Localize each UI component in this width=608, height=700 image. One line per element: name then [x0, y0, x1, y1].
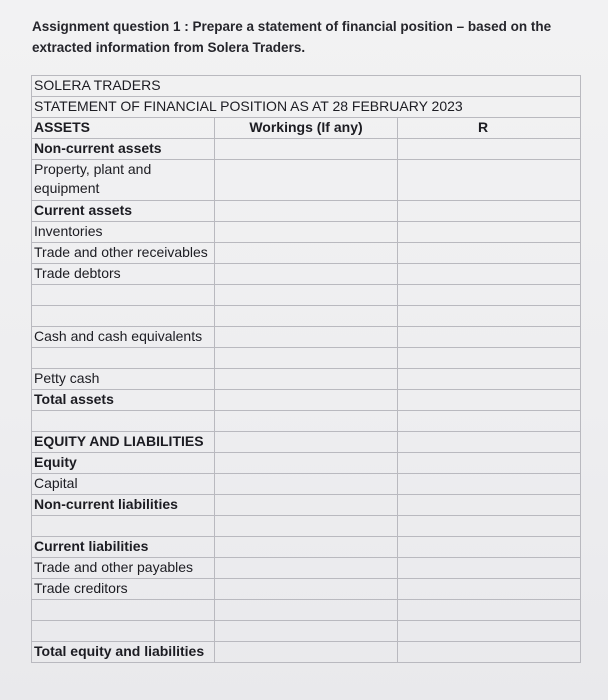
- table-row: [32, 432, 581, 453]
- workings-cell[interactable]: [215, 495, 398, 516]
- amount-cell[interactable]: [398, 621, 581, 642]
- blank-cell[interactable]: [32, 516, 215, 537]
- table-row: [32, 139, 581, 160]
- workings-cell[interactable]: [215, 264, 398, 285]
- table-row: [32, 453, 581, 474]
- amount-cell[interactable]: [398, 516, 581, 537]
- table-row: [32, 306, 581, 327]
- amount-cell[interactable]: [398, 579, 581, 600]
- table-row: [32, 264, 581, 285]
- table-row: [32, 474, 581, 495]
- workings-cell[interactable]: [215, 474, 398, 495]
- amount-cell[interactable]: [398, 558, 581, 579]
- workings-cell[interactable]: [215, 411, 398, 432]
- workings-cell[interactable]: [215, 537, 398, 558]
- amount-cell[interactable]: [398, 327, 581, 348]
- ppe-label: Property, plant and equipment: [32, 160, 215, 201]
- table-row: [32, 97, 581, 118]
- trade-receivables-label: Trade and other receivables: [32, 243, 215, 264]
- table-row: [32, 621, 581, 642]
- workings-cell[interactable]: [215, 201, 398, 222]
- trade-payables-label: Trade and other payables: [32, 558, 215, 579]
- table-row: [32, 558, 581, 579]
- amount-cell[interactable]: [398, 139, 581, 160]
- amount-cell[interactable]: [398, 160, 581, 201]
- workings-cell[interactable]: [215, 579, 398, 600]
- table-row: [32, 600, 581, 621]
- table-row: [32, 390, 581, 411]
- equity-label: Equity: [32, 453, 215, 474]
- petty-cash-label: Petty cash: [32, 369, 215, 390]
- blank-cell[interactable]: [32, 348, 215, 369]
- workings-cell[interactable]: [215, 516, 398, 537]
- workings-cell[interactable]: [215, 160, 398, 201]
- amount-cell[interactable]: [398, 285, 581, 306]
- amount-cell[interactable]: [398, 600, 581, 621]
- amount-cell[interactable]: [398, 642, 581, 663]
- amount-cell[interactable]: [398, 306, 581, 327]
- table-row: [32, 222, 581, 243]
- amount-cell[interactable]: [398, 201, 581, 222]
- financial-position-table: [31, 75, 581, 663]
- workings-cell[interactable]: [215, 306, 398, 327]
- non-current-liabilities-label: Non-current liabilities: [32, 495, 215, 516]
- workings-cell[interactable]: [215, 369, 398, 390]
- blank-cell[interactable]: [32, 411, 215, 432]
- statement-title: STATEMENT OF FINANCIAL POSITION AS AT 28 FEBRUARY 2023: [32, 97, 581, 118]
- table-row: [32, 411, 581, 432]
- workings-cell[interactable]: [215, 348, 398, 369]
- amount-cell[interactable]: [398, 264, 581, 285]
- trade-creditors-label: Trade creditors: [32, 579, 215, 600]
- amount-cell[interactable]: [398, 411, 581, 432]
- amount-cell[interactable]: [398, 432, 581, 453]
- blank-cell[interactable]: [32, 285, 215, 306]
- table-row: [32, 369, 581, 390]
- workings-cell[interactable]: [215, 222, 398, 243]
- non-current-assets-label: Non-current assets: [32, 139, 215, 160]
- workings-cell[interactable]: [215, 285, 398, 306]
- table-row: [32, 495, 581, 516]
- table-row: [32, 76, 581, 97]
- company-name: SOLERA TRADERS: [32, 76, 581, 97]
- inventories-label: Inventories: [32, 222, 215, 243]
- blank-cell[interactable]: [32, 600, 215, 621]
- workings-cell[interactable]: [215, 453, 398, 474]
- assets-header: ASSETS: [32, 118, 215, 139]
- trade-debtors-label: Trade debtors: [32, 264, 215, 285]
- table-row: [32, 516, 581, 537]
- amount-cell[interactable]: [398, 243, 581, 264]
- workings-cell[interactable]: [215, 558, 398, 579]
- table-row: [32, 243, 581, 264]
- equity-liabilities-label: EQUITY AND LIABILITIES: [32, 432, 215, 453]
- table-row: [32, 201, 581, 222]
- amount-cell[interactable]: [398, 474, 581, 495]
- workings-cell[interactable]: [215, 600, 398, 621]
- table-row: [32, 160, 581, 201]
- workings-header: Workings (If any): [215, 118, 398, 139]
- table-row: [32, 537, 581, 558]
- workings-cell[interactable]: [215, 243, 398, 264]
- table-row: [32, 285, 581, 306]
- amount-cell[interactable]: [398, 453, 581, 474]
- table-row: [32, 348, 581, 369]
- workings-cell[interactable]: [215, 390, 398, 411]
- workings-cell[interactable]: [215, 432, 398, 453]
- amount-cell[interactable]: [398, 369, 581, 390]
- blank-cell[interactable]: [32, 306, 215, 327]
- table-row: [32, 327, 581, 348]
- current-assets-label: Current assets: [32, 201, 215, 222]
- workings-cell[interactable]: [215, 139, 398, 160]
- amount-cell[interactable]: [398, 537, 581, 558]
- table-row: [32, 579, 581, 600]
- total-assets-label: Total assets: [32, 390, 215, 411]
- amount-cell[interactable]: [398, 390, 581, 411]
- current-liabilities-label: Current liabilities: [32, 537, 215, 558]
- cash-equivalents-label: Cash and cash equivalents: [32, 327, 215, 348]
- amount-cell[interactable]: [398, 222, 581, 243]
- workings-cell[interactable]: [215, 327, 398, 348]
- table-row: [32, 642, 581, 663]
- total-equity-liabilities-label: Total equity and liabilities: [32, 642, 215, 663]
- rand-header: R: [398, 118, 581, 139]
- table-header-row: [32, 118, 581, 139]
- assignment-heading: Assignment question 1 : Prepare a statement of financial position – based on the extracted information from Solera Traders.: [32, 19, 552, 55]
- workings-cell[interactable]: [215, 621, 398, 642]
- blank-cell[interactable]: [32, 621, 215, 642]
- amount-cell[interactable]: [398, 495, 581, 516]
- workings-cell[interactable]: [215, 642, 398, 663]
- capital-label: Capital: [32, 474, 215, 495]
- amount-cell[interactable]: [398, 348, 581, 369]
